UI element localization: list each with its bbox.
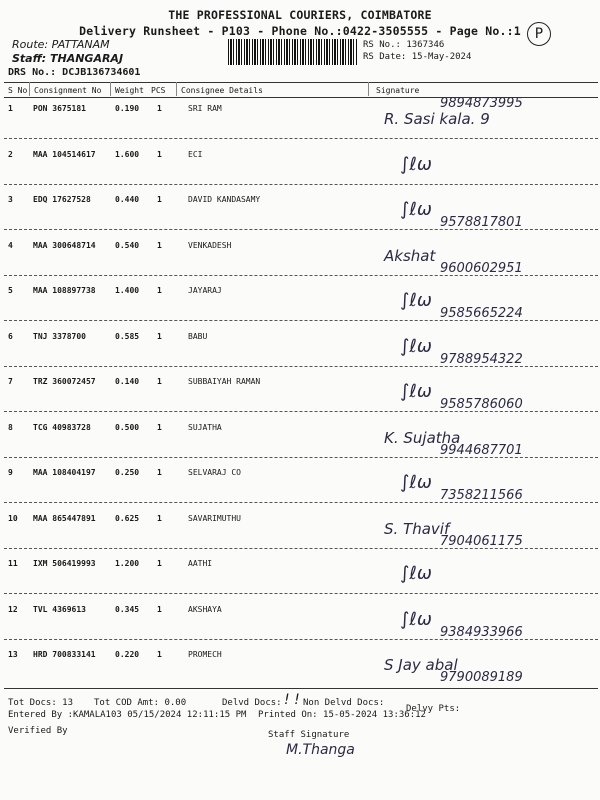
col-pcs: PCS — [151, 86, 166, 95]
signature-phone: 7358211566 — [440, 488, 523, 503]
company-title: THE PROFESSIONAL COURIERS, COIMBATORE — [168, 8, 432, 22]
row-sno: 2 — [8, 150, 13, 159]
row-pcs: 1 — [157, 286, 162, 295]
staff-signature-label: Staff Signature — [268, 730, 350, 740]
row-consignee: JAYARAJ — [188, 286, 222, 295]
signature-phone: 7904061175 — [440, 534, 523, 549]
row-sno: 10 — [8, 514, 18, 523]
row-consignee: AKSHAYA — [188, 605, 222, 614]
signature-phone: 9585665224 — [440, 306, 523, 321]
row-divider — [4, 457, 598, 458]
row-divider — [4, 320, 598, 321]
row-consignment: TRZ 360072457 — [33, 377, 96, 386]
row-consignee: SELVARAJ CO — [188, 468, 241, 477]
row-weight: 0.220 — [115, 650, 140, 659]
row-weight: 1.400 — [115, 286, 140, 295]
total-cod: Tot COD Amt: 0.00 — [94, 698, 187, 708]
row-consignee: VENKADESH — [188, 241, 232, 250]
signature-phone: 9944687701 — [440, 443, 523, 458]
drs-number: DRS No.: DCJB136734601 — [8, 67, 141, 78]
row-consignee: SRI RAM — [188, 104, 222, 113]
row-consignee: ECI — [188, 150, 203, 159]
row-pcs: 1 — [157, 377, 162, 386]
signature-phone: 9788954322 — [440, 352, 523, 367]
signature-phone: 9585786060 — [440, 397, 523, 412]
signature-phone: 9790089189 — [440, 670, 523, 685]
row-sno: 12 — [8, 605, 18, 614]
row-divider — [4, 275, 598, 276]
col-consignee: Consignee Details — [181, 86, 263, 95]
row-sno: 13 — [8, 650, 18, 659]
row-pcs: 1 — [157, 650, 162, 659]
col-divider — [368, 82, 369, 96]
row-divider — [4, 366, 598, 367]
row-consignment: TVL 4369613 — [33, 605, 86, 614]
signature-scribble: ∫ℓω — [400, 472, 432, 493]
rs-date: RS Date: 15-May-2024 — [363, 52, 472, 62]
row-sno: 4 — [8, 241, 13, 250]
signature-handwritten: S. Thavif — [384, 520, 450, 538]
row-weight: 0.500 — [115, 423, 140, 432]
row-sno: 11 — [8, 559, 18, 568]
row-weight: 0.440 — [115, 195, 140, 204]
row-divider — [4, 502, 598, 503]
row-weight: 0.345 — [115, 605, 140, 614]
non-delivered-docs: Non Delvd Docs: — [303, 698, 385, 708]
row-pcs: 1 — [157, 104, 162, 113]
row-weight: 0.625 — [115, 514, 140, 523]
staff-label: Staff: THANGARAJ — [12, 52, 124, 65]
row-divider — [4, 229, 598, 230]
row-divider — [4, 184, 598, 185]
row-pcs: 1 — [157, 423, 162, 432]
staff-signature: M.Thanga — [286, 742, 355, 758]
row-consignment: MAA 865447891 — [33, 514, 96, 523]
row-divider — [4, 411, 598, 412]
signature-scribble: ∫ℓω — [400, 336, 432, 357]
row-sno: 8 — [8, 423, 13, 432]
signature-handwritten: K. Sujatha — [384, 429, 461, 447]
signature-scribble: ∫ℓω — [400, 154, 432, 175]
row-consignment: TNJ 3378700 — [33, 332, 86, 341]
row-consignment: MAA 108897738 — [33, 286, 96, 295]
signature-phone: 9894873995 — [440, 96, 523, 111]
row-weight: 0.250 — [115, 468, 140, 477]
row-pcs: 1 — [157, 195, 162, 204]
route-label: Route: PATTANAM — [12, 38, 110, 51]
signature-handwritten: S Jay abal — [384, 656, 458, 674]
row-pcs: 1 — [157, 332, 162, 341]
delivery-points: Delvy Pts: — [406, 704, 461, 714]
col-weight: Weight — [115, 86, 144, 95]
col-divider — [176, 82, 177, 96]
signature-scribble: ∫ℓω — [400, 609, 432, 630]
row-consignee: DAVID KANDASAMY — [188, 195, 261, 204]
row-pcs: 1 — [157, 559, 162, 568]
row-weight: 0.585 — [115, 332, 140, 341]
row-consignment: MAA 108404197 — [33, 468, 96, 477]
signature-phone: 9600602951 — [440, 261, 523, 276]
row-pcs: 1 — [157, 468, 162, 477]
signature-phone: 9384933966 — [440, 625, 523, 640]
row-consignee: BABU — [188, 332, 208, 341]
row-consignee: SUBBAIYAH RAMAN — [188, 377, 261, 386]
row-weight: 1.200 — [115, 559, 140, 568]
row-consignment: EDQ 17627528 — [33, 195, 91, 204]
row-consignment: IXM 506419993 — [33, 559, 96, 568]
rs-number: RS No.: 1367346 — [363, 40, 445, 50]
row-weight: 0.190 — [115, 104, 140, 113]
row-consignee: AATHI — [188, 559, 213, 568]
row-weight: 0.540 — [115, 241, 140, 250]
signature-scribble: ∫ℓω — [400, 199, 432, 220]
col-sno: S No — [8, 86, 28, 95]
row-sno: 6 — [8, 332, 13, 341]
row-weight: 0.140 — [115, 377, 140, 386]
row-sno: 5 — [8, 286, 13, 295]
row-consignment: MAA 104514617 — [33, 150, 96, 159]
delivered-docs: Delvd Docs: — [222, 698, 282, 708]
row-consignment: HRD 700833141 — [33, 650, 96, 659]
row-divider — [4, 593, 598, 594]
row-sno: 1 — [8, 104, 13, 113]
delivered-docs-mark: ! ! — [284, 692, 300, 708]
printed-on: Printed On: 15-05-2024 13:36:12 — [258, 710, 426, 720]
verified-by: Verified By — [8, 726, 68, 736]
entered-by: Entered By :KAMALA103 05/15/2024 12:11:15 PM — [8, 710, 247, 720]
row-divider — [4, 138, 598, 139]
row-pcs: 1 — [157, 514, 162, 523]
barcode — [228, 39, 358, 65]
row-pcs: 1 — [157, 150, 162, 159]
row-consignment: TCG 40983728 — [33, 423, 91, 432]
signature-handwritten: Akshat — [384, 247, 436, 265]
row-sno: 3 — [8, 195, 13, 204]
signature-scribble: ∫ℓω — [400, 563, 432, 584]
col-signature: Signature — [376, 86, 420, 95]
row-pcs: 1 — [157, 605, 162, 614]
runsheet-subtitle: Delivery Runsheet - P103 - Phone No.:0422-3505555 - Page No.:1 — [79, 24, 521, 38]
row-weight: 1.600 — [115, 150, 140, 159]
row-consignment: MAA 300648714 — [33, 241, 96, 250]
total-docs: Tot Docs: 13 — [8, 698, 74, 708]
row-pcs: 1 — [157, 241, 162, 250]
row-divider — [4, 639, 598, 640]
col-divider — [110, 82, 111, 96]
signature-scribble: ∫ℓω — [400, 381, 432, 402]
page-stamp: P — [527, 22, 551, 46]
row-consignee: SUJATHA — [188, 423, 222, 432]
col-consignment: Consignment No — [34, 86, 102, 95]
col-divider — [29, 82, 30, 96]
row-sno: 7 — [8, 377, 13, 386]
signature-phone: 9578817801 — [440, 215, 523, 230]
signature-scribble: ∫ℓω — [400, 290, 432, 311]
row-consignment: PON 3675181 — [33, 104, 86, 113]
signature-handwritten: R. Sasi kala. 9 — [384, 110, 490, 128]
footer-divider — [4, 688, 598, 689]
row-sno: 9 — [8, 468, 13, 477]
row-consignee: SAVARIMUTHU — [188, 514, 241, 523]
row-consignee: PROMECH — [188, 650, 222, 659]
row-divider — [4, 548, 598, 549]
